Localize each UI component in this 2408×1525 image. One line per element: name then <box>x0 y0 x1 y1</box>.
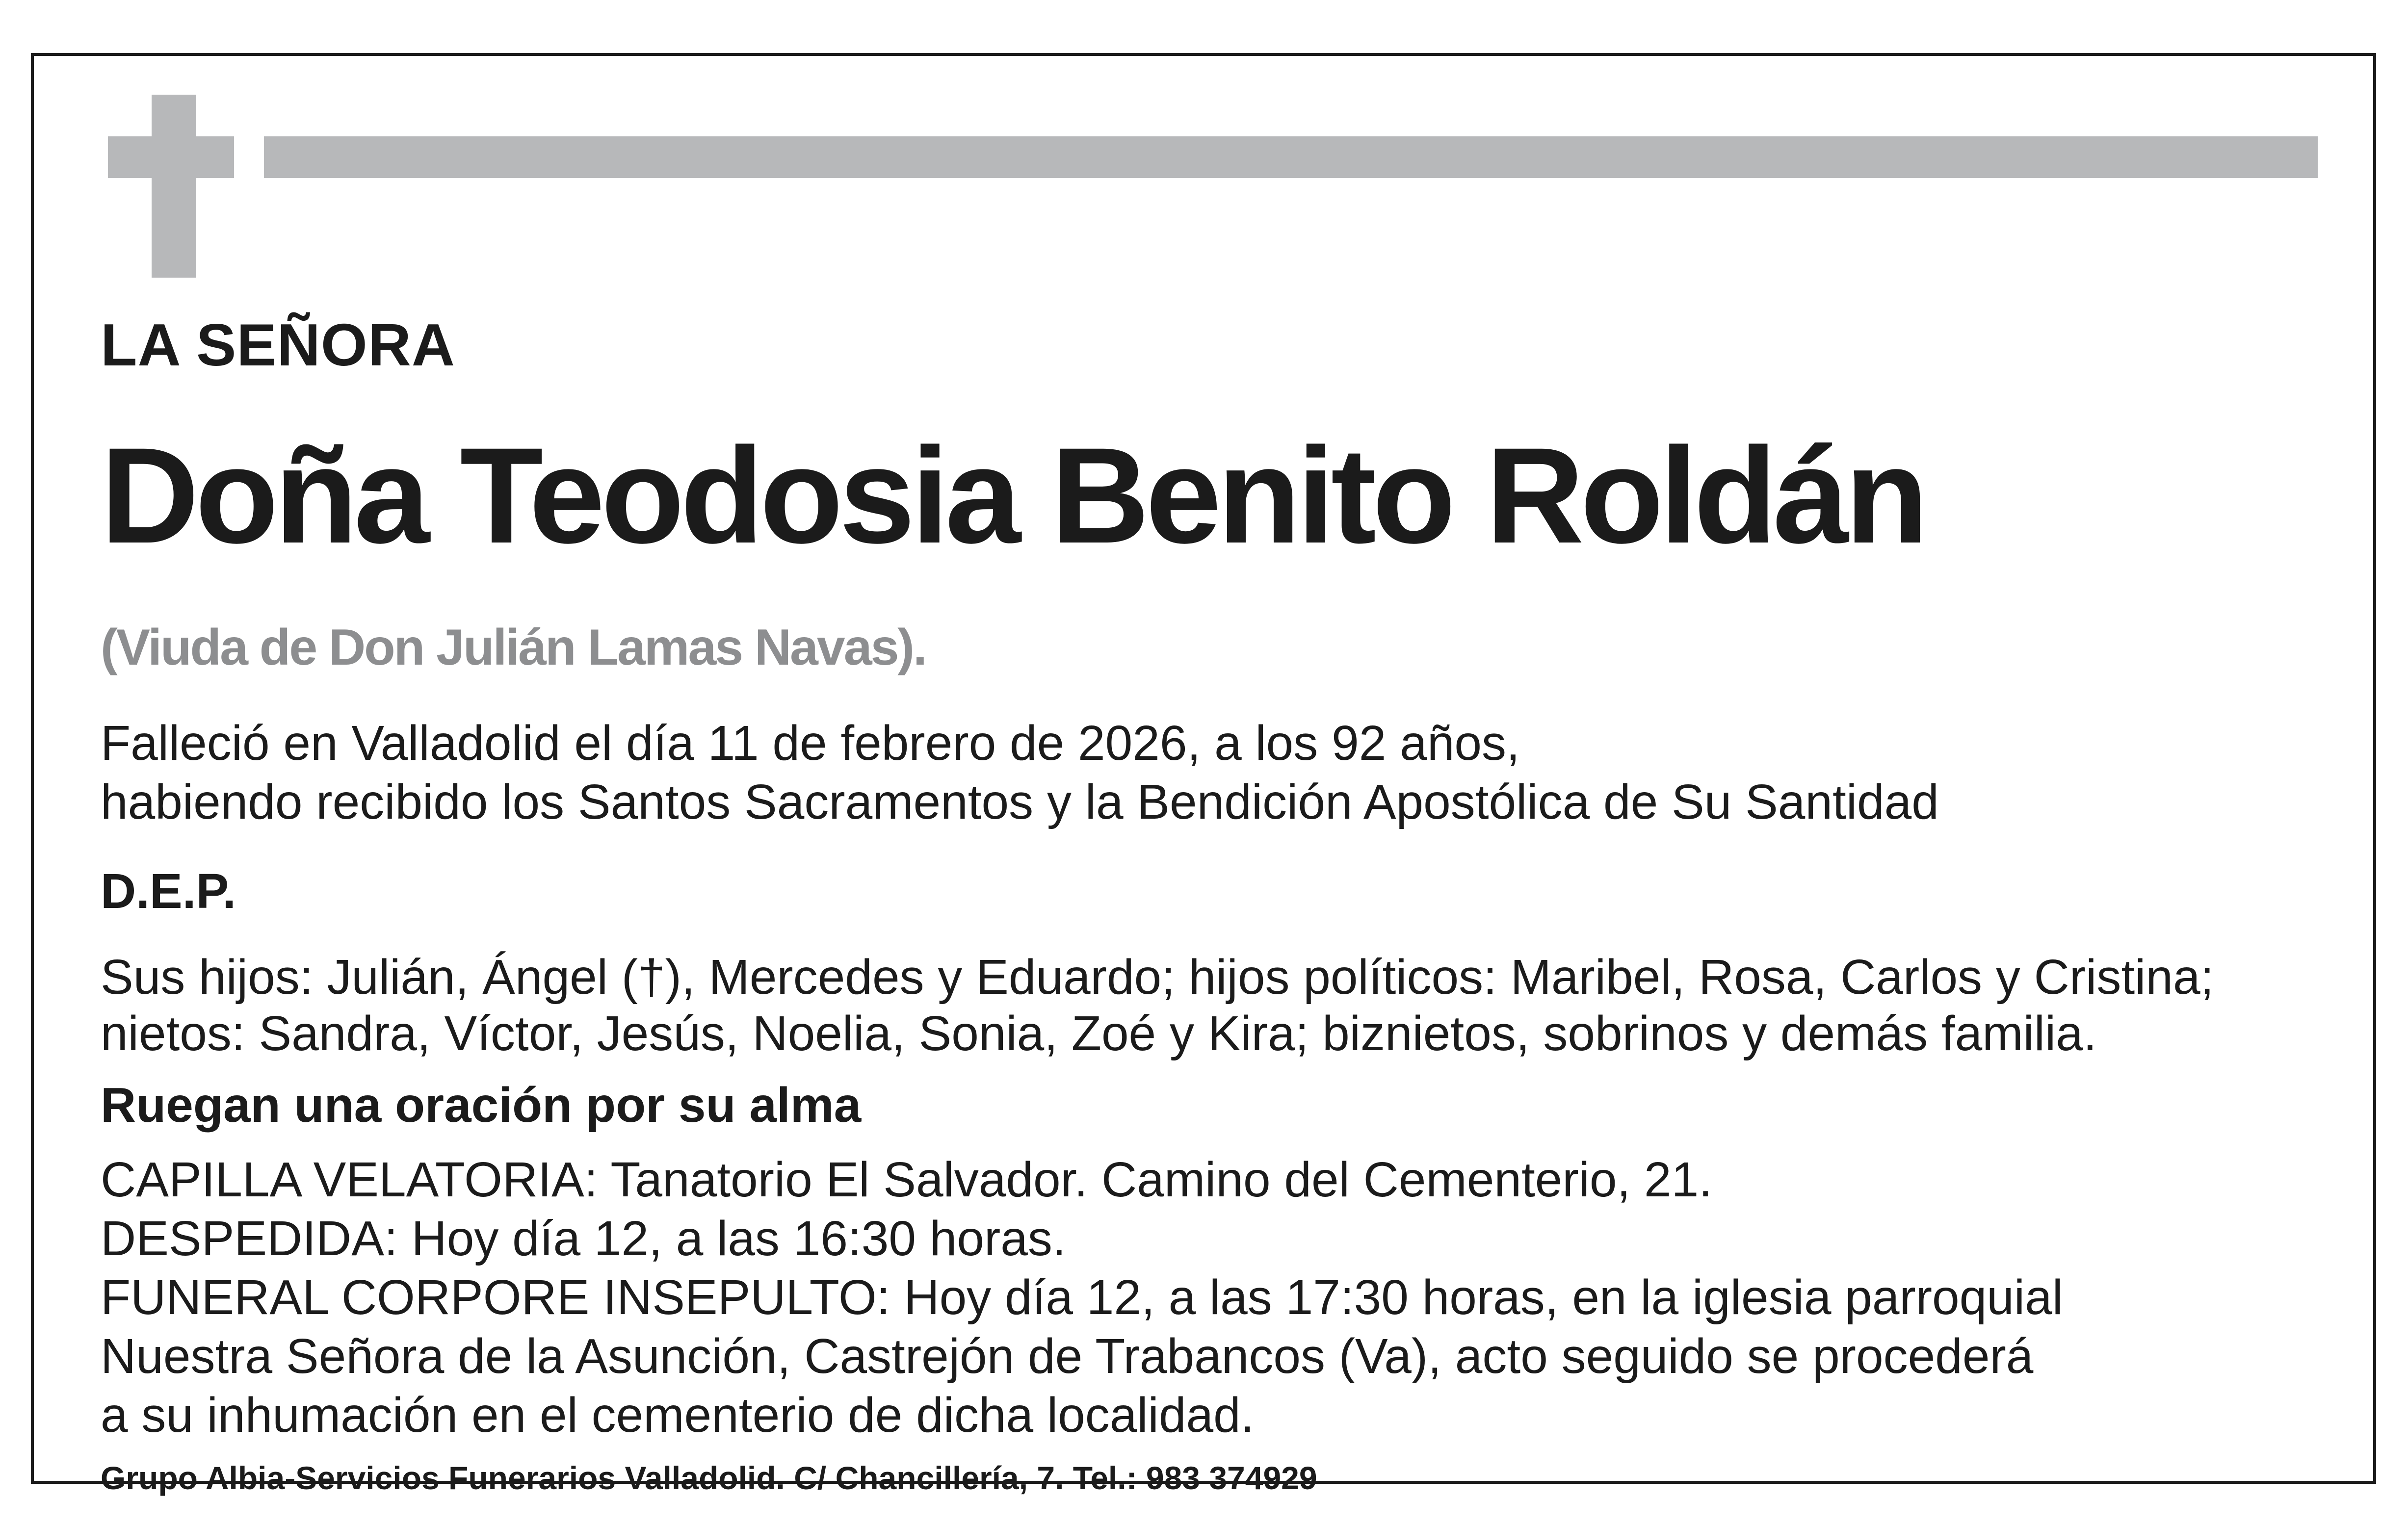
rip-label: D.E.P. <box>101 864 236 919</box>
services-line-5: a su inhumación en el cementerio de dicha localidad. <box>101 1388 1255 1443</box>
title-prefix: LA SEÑORA <box>101 311 455 378</box>
deceased-name: Doña Teodosia Benito Roldán <box>101 419 1925 571</box>
death-notice-line-2: habiendo recibido los Santos Sacramentos y la Bendición Apostólica de Su Santidad <box>101 775 1939 829</box>
family-line-2: nietos: Sandra, Víctor, Jesús, Noelia, Sonia, Zoé y Kira; biznietos, sobrinos y demás familia. <box>101 1006 2097 1061</box>
funeral-home-footer: Grupo Albia-Servicios Funerarios Valladolid. C/ Chancillería, 7. Tel.: 983 374929 <box>101 1460 1317 1496</box>
services-line-4: Nuestra Señora de la Asunción, Castrejón de Trabancos (Va), acto seguido se procederá <box>101 1329 2034 1384</box>
prayer-request: Ruegan una oración por su alma <box>101 1078 862 1133</box>
death-notice-line-1: Falleció en Valladolid el día 11 de febrero de 2026, a los 92 años, <box>101 716 1520 771</box>
services-line-1: CAPILLA VELATORIA: Tanatorio El Salvador. Camino del Cementerio, 21. <box>101 1152 1713 1207</box>
cross-vertical-beam <box>152 95 196 278</box>
header-rule <box>264 136 2318 178</box>
services-line-2: DESPEDIDA: Hoy día 12, a las 16:30 horas. <box>101 1211 1066 1266</box>
widow-note: (Viuda de Don Julián Lamas Navas). <box>101 619 926 676</box>
services-line-3: FUNERAL CORPORE INSEPULTO: Hoy día 12, a las 17:30 horas, en la iglesia parroquial <box>101 1270 2063 1325</box>
family-line-1: Sus hijos: Julián, Ángel (†), Mercedes y Eduardo; hijos políticos: Maribel, Rosa, Carlos y Cristina; <box>101 950 2214 1005</box>
cross-horizontal-beam <box>108 136 234 178</box>
